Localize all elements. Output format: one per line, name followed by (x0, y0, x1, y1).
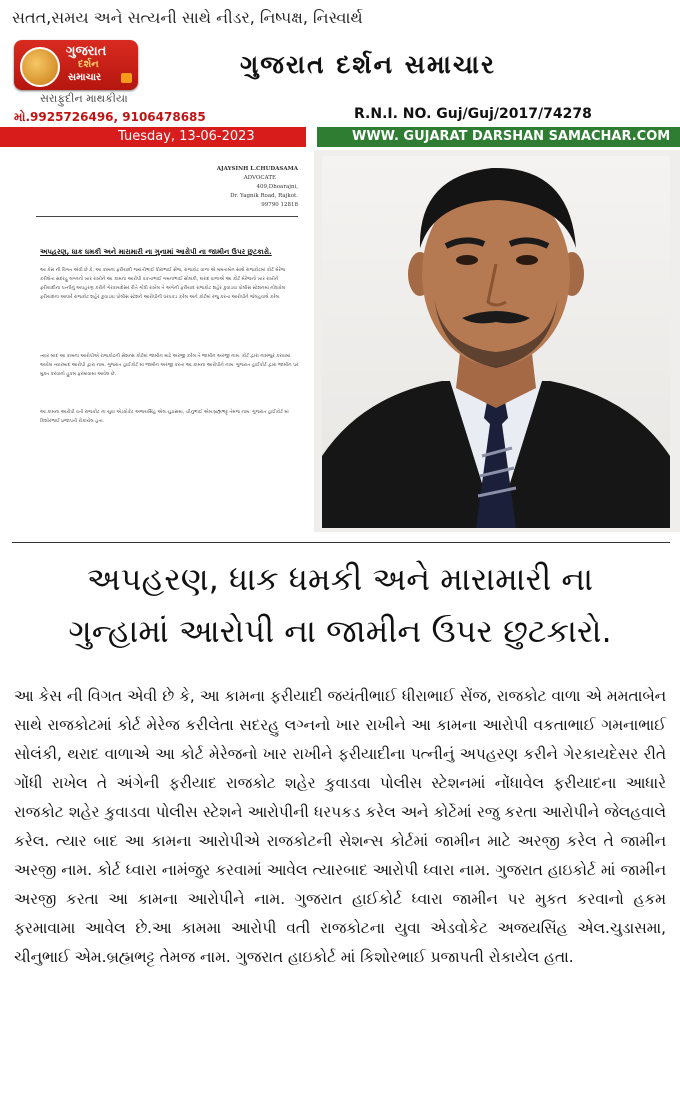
logo-text-line3: સમાચાર (68, 72, 102, 83)
letter-advocate-title: ADVOCATE (243, 175, 276, 181)
rni-number: R.N.I. NO. Guj/Guj/2017/74278 (354, 106, 592, 122)
letter-address-line1: 409,Dhoarajni, (256, 184, 298, 190)
newspaper-tagline: સતત,સમય અને સત્યની સાથે નીડર, નિષ્પક્ષ, નિસ્વાર્થ (12, 8, 363, 27)
section-divider (12, 542, 670, 543)
website-link[interactable]: WWW. GUJARAT DARSHAN SAMACHAR.COM (352, 129, 671, 144)
letter-advocate-name: AJAYSINH L.CHUDASAMA (216, 166, 298, 172)
issue-date: Tuesday, 13-06-2023 (118, 129, 255, 144)
letter-paragraph-3: આ કામના આરોપી વતી રાજકોટ ના યુવા એડવોકેટ અજયસિંહ એલ.ચુડાસમા, ચીનુભાઈ એમ.બ્રહ્મભટ્ટ તેમજ નામ. ગુજરાત હાઈકોર્ટ માં કિશોરભાઈ પ્રજાપતી રોકાયેલ હતા. (40, 410, 289, 424)
advocate-letter-scan (18, 160, 312, 530)
letter-paragraph-1: આ કેસ ની વિગત એવી છે કે, આ કામના ફરીયાદી જયંતીભાઈ ધીરાભાઈ સેંજ, રાજકોટ વાળા એ મમતાબેન સાથે રાજકોટમાં કોર્ટ મેરેજ કરીલેતા સદરહુ લગ્નનો ખાર રાખીને આ કામના આરોપી વકતાભાઈ ગમનાભાઈ સોલંકી, થરાદ વાળાએ આ કોર્ટ મેરેજનો ખાર રાખીને ફરીયાદીના પત્નીનું અપહરણ કરીને ગેરકાયદેસર રીતે ગોંધી રાખેલ તે અંગેની ફરીયાદ રાજકોટ શહેર કુવાડવા પોલીસ સ્ટેશનમાં નોંધાવેલ ફરીયાદના આધારે રાજકોટ શહેર કુવાડવા પોલીસ સ્ટેશને આરોપીની ધરપકડ કરેલ અને કોર્ટમાં રજુ કરતા આરોપીને જેલહવાલે કરેલ. (40, 268, 286, 300)
article-headline-line1: અપહરણ, ધાક ધમકી અને મારામારી ના (86, 560, 594, 598)
lion-emblem-icon (20, 47, 60, 87)
tv-badge-icon (121, 73, 132, 83)
letter-address-line2: Dr. Yagnik Road, Rajkot. (230, 193, 298, 199)
article-body: આ કેસ ની વિગત એવી છે કે, આ કામના ફરીયાદી જયંતીભાઈ ધીરાભાઈ સેંજ, રાજકોટ વાળા એ મમતાબેન સાથે રાજકોટમાં કોર્ટ મેરેજ કરીલેતા સદરહુ લગ્નનો ખાર રાખીને આ કામના આરોપી વકતાભાઈ ગમનાભાઈ સોલંકી, થરાદ વાળાએ આ કોર્ટ મેરેજનો ખાર રાખીને ફરીયાદીના પત્નીનું અપહરણ કરીને ગેરકાયદેસર રીતે ગોંધી રાખેલ તે અંગેની ફરીયાદ રાજકોટ શહેર કુવાડવા પોલીસ સ્ટેશનમાં નોંધાવેલ ફરીયાદના આધારે રાજકોટ શહેર કુવાડવા પોલીસ સ્ટેશને આરોપીની ધરપકડ કરેલ અને કોર્ટેમાં રજુ કરતા આરોપીને જેલહવાલે કરેલ. ત્યાર બાદ આ કામના આરોપીએ રાજકોટની સેશન્સ કોર્ટમાં જામીન માટે અરજી કરેલ તે જામીન અરજી નામ. કોર્ટ ધ્વારા નામંજુર કરવામાં આવેલ ત્યારબાદ આરોપી ધ્વારા નામ. ગુજરાત હાઇકોર્ટ માં જામીન અરજી કરતા આ કામના આરોપીને નામ. ગુજરાત હાઈકોર્ટ ધ્વારા જામીન પર મુકત કરવાનો હકમ ફરમાવામા આવેલ છે.આ કામમા આરોપી વતી રાજકોટના યુવા એડવોકેટ અજયસિંહ એલ.ચુડાસમા, ચીનુભાઈ એમ.બ્રહ્મભટ્ટ તેમજ નામ. ગુજરાત હાઇકોર્ટ માં કિશોરભાઈ પ્રજાપતી રોકાયેલ હતા. (14, 687, 666, 966)
article-headline-line2: ગુન્હામાં આરોપી ના જામીન ઉપર છુટકારો. (68, 612, 612, 650)
newspaper-title: ગુજરાત દર્શન સમાચાર (240, 50, 496, 79)
letter-phone: 99790 12818 (261, 202, 298, 208)
advocate-portrait-photo (322, 156, 670, 528)
logo-text-line1: ગુજરાત (66, 44, 107, 59)
letter-heading: અપહરણ, ધાક ધમકી અને મારામારી ના ગુનામાં આરોપી ના જામીન ઉપર છુટકારો. (40, 248, 272, 256)
letter-divider (36, 216, 298, 217)
logo-text-line2: દર્શન (78, 59, 99, 70)
portrait-illustration (322, 156, 670, 528)
publisher-name: સરાફુદીન માથકીયા (40, 92, 128, 105)
letter-paragraph-2: ત્યાર બાદ આ કામના આરોપીએ રાજકોટની સેશન્સ કોર્ટમાં જામીન માટે અરજી કરેલ તે જામીન અરજી નામ. કોર્ટ દ્વારા નામંજુર કરવામાં આવેલ ત્યારબાદ આરોપી દ્વારા નામ. ગુજરાત હાઈકોર્ટ માં જામીન અરજી કરતા આ કામના આરોપીને નામ. ગુજરાત હાઈકોર્ટ દ્વારા જામીન પર મુક્ત કરવાનો હુકમ ફરમાવામા આવેલ છે. (40, 354, 299, 377)
newspaper-logo (14, 40, 138, 90)
contact-phone: મો.9925726496, 9106478685 (14, 110, 206, 124)
